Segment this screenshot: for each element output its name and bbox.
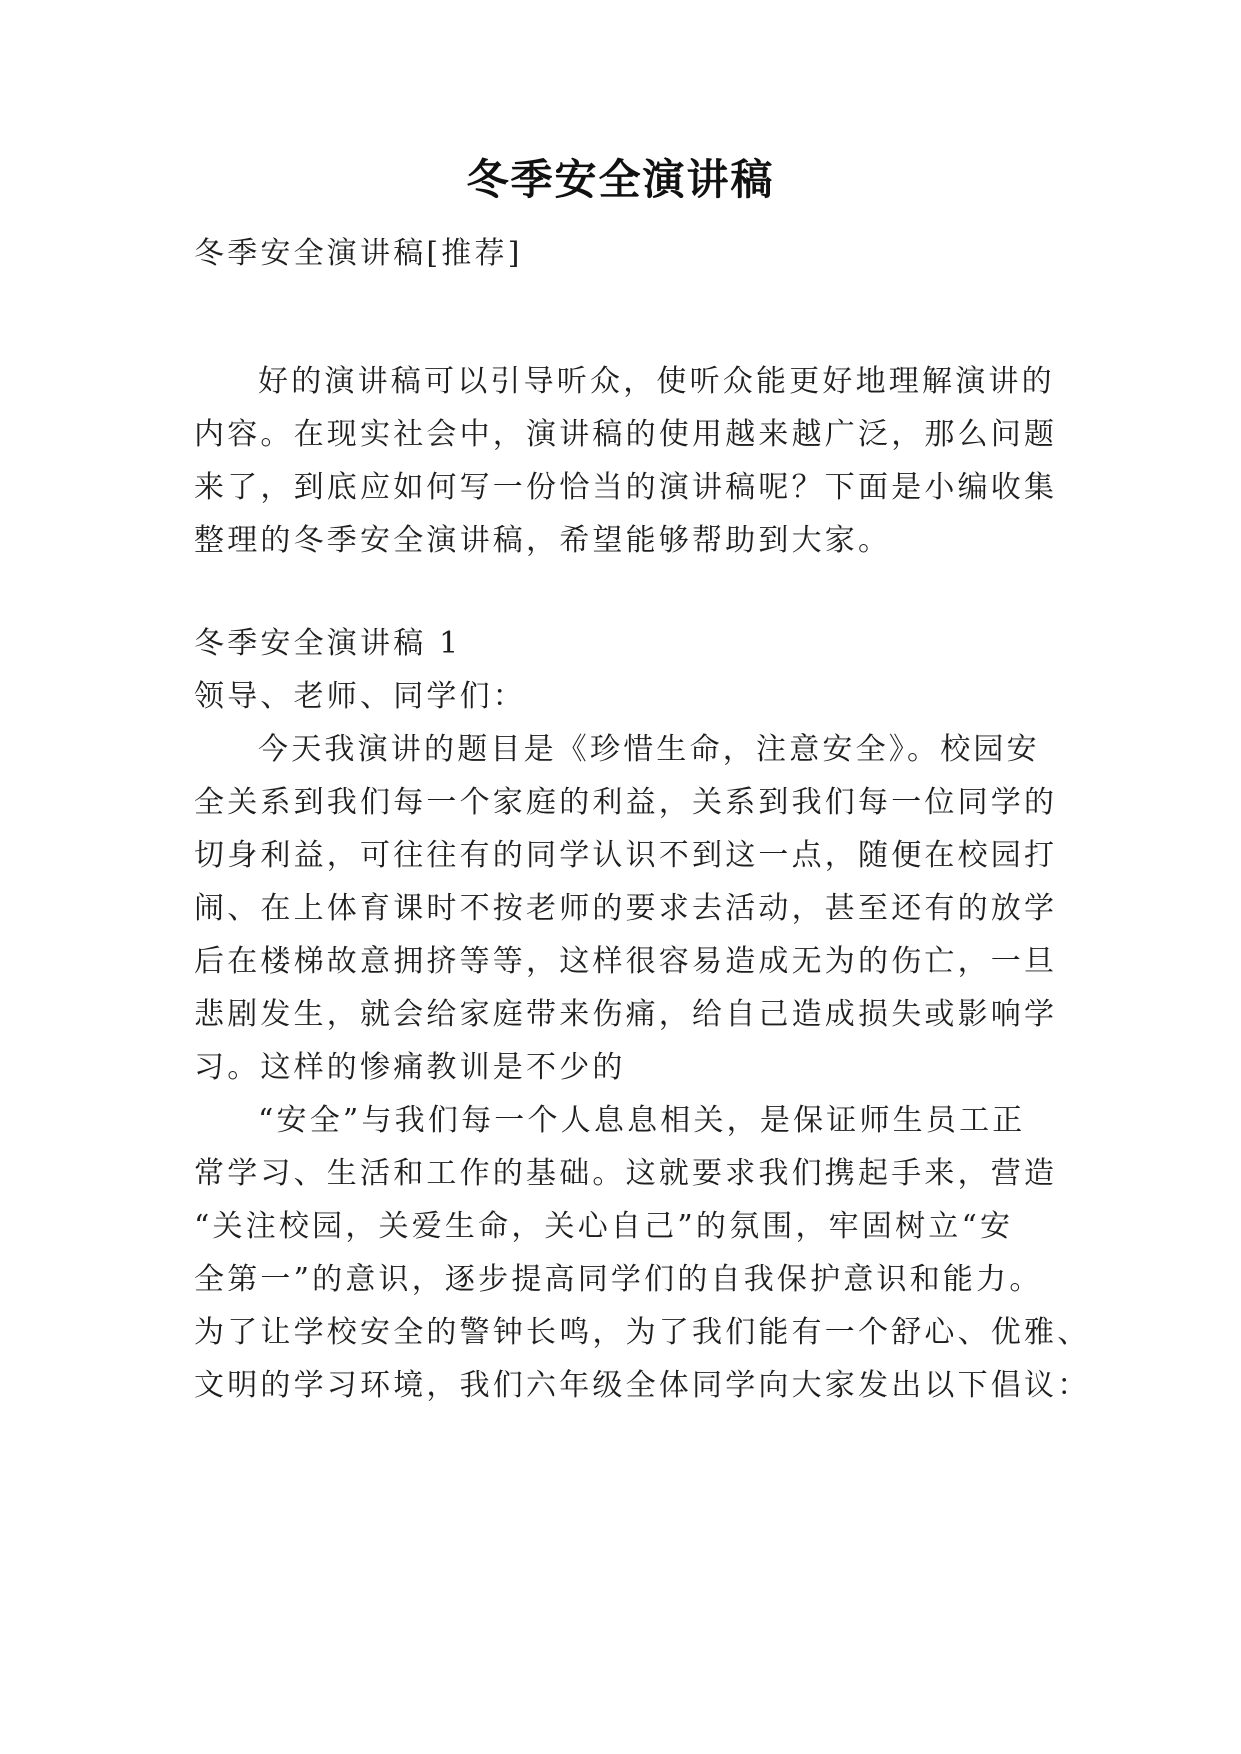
paragraph-line: 习。这样的惨痛教训是不少的 bbox=[194, 1050, 626, 1085]
paragraph-line: “关注校园，关爱生命，关心自己”的氛围，牢固树立“安 bbox=[194, 1209, 1014, 1244]
intro-line: 内容。在现实社会中，演讲稿的使用越来越广泛，那么问题 bbox=[194, 417, 1058, 452]
paragraph-line: 全第一”的意识，逐步提高同学们的自我保护意识和能力。 bbox=[194, 1262, 1043, 1297]
intro-line: 整理的冬季安全演讲稿，希望能够帮助到大家。 bbox=[194, 523, 892, 558]
greeting: 领导、老师、同学们： bbox=[194, 679, 526, 714]
paragraph-line: “安全”与我们每一个人息息相关，是保证师生员工正 bbox=[258, 1103, 1026, 1138]
paragraph-line: 为了让学校安全的警钟长鸣，为了我们能有一个舒心、优雅、 bbox=[194, 1315, 1091, 1350]
paragraph-line: 全关系到我们每一个家庭的利益，关系到我们每一位同学的 bbox=[194, 785, 1058, 820]
paragraph-line: 今天我演讲的题目是《珍惜生命，注意安全》。校园安 bbox=[258, 732, 1040, 767]
paragraph-line: 悲剧发生，就会给家庭带来伤痛，给自己造成损失或影响学 bbox=[194, 997, 1058, 1032]
subtitle: 冬季安全演讲稿[推荐] bbox=[194, 236, 523, 271]
intro-line: 好的演讲稿可以引导听众，使听众能更好地理解演讲的 bbox=[258, 364, 1055, 399]
paragraph-line: 切身利益，可往往有的同学认识不到这一点，随便在校园打 bbox=[194, 838, 1058, 873]
paragraph-line: 后在楼梯故意拥挤等等，这样很容易造成无为的伤亡，一旦 bbox=[194, 944, 1058, 979]
paragraph-line: 闹、在上体育课时不按老师的要求去活动，甚至还有的放学 bbox=[194, 891, 1058, 926]
paragraph-line: 常学习、生活和工作的基础。这就要求我们携起手来，营造 bbox=[194, 1156, 1058, 1191]
intro-line: 来了，到底应如何写一份恰当的演讲稿呢？下面是小编收集 bbox=[194, 470, 1058, 505]
section-heading: 冬季安全演讲稿 1 bbox=[194, 626, 462, 661]
page-title: 冬季安全演讲稿 bbox=[466, 155, 775, 204]
paragraph-line: 文明的学习环境，我们六年级全体同学向大家发出以下倡议： bbox=[194, 1368, 1091, 1403]
